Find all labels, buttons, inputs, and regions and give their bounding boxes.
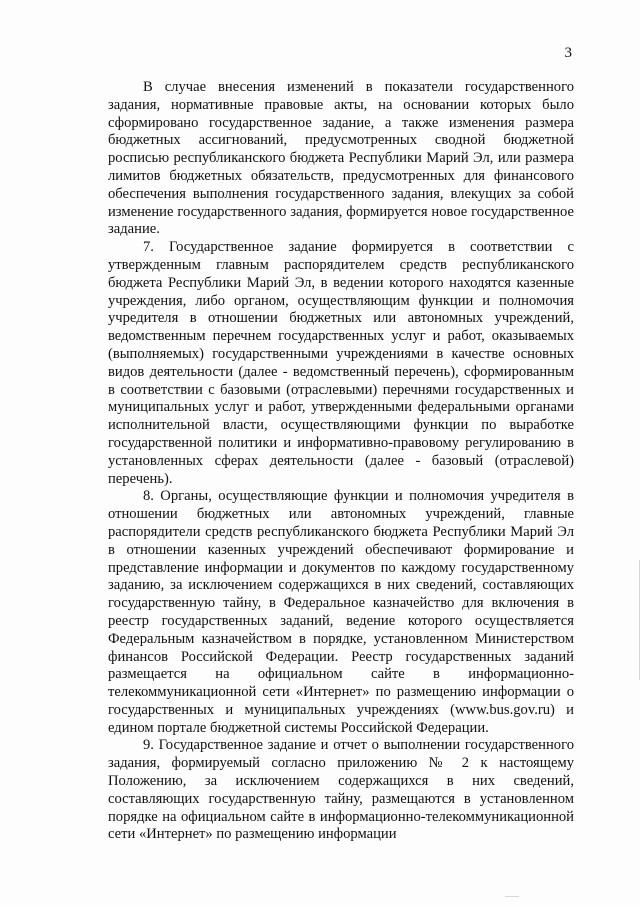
- page-number: 3: [564, 45, 572, 61]
- paragraph-8: 8. Органы, осуществляющие функции и полномочия учредителя в отношении бюджетных или автономных учреждений, главные распорядители средств республиканского бюджета Республики Марий Эл в отношении казенных учреждений обеспечивают формирование и представление информации и документов по каждому государственному заданию, за исключением содержащихся в них сведений, составляющих государственную тайну, в Федеральное казначейство для включения в реестр государственных заданий, ведение которого осуществляется Федеральным казначейством в порядке, установленном Министерством финансов Российской Федерации. Реестр государственных заданий размещается на официальном сайте в информационно-телекоммуникационной сети «Интернет» по размещению информации о государственных и муниципальных учреждениях (www.bus.gov.ru) и едином портале бюджетной системы Российской Федерации.: [108, 488, 574, 736]
- scan-bottom-mark: [505, 896, 519, 897]
- document-body: [108, 79, 574, 844]
- paragraph-9: 9. Государственное задание и отчет о выполнении государственного задания, формируемый согласно приложению № 2 к настоящему Положению, за исключением содержащихся в них сведений, составляющих государственную тайну, размещаются в установленном порядке на официальном сайте в информационно-телекоммуникационной сети «Интернет» по размещению информации: [108, 737, 574, 843]
- paragraph-7: 7. Государственное задание формируется в соответствии с утвержденным главным распорядителем средств республиканского бюджета Республики Марий Эл, в ведении которого находятся казенные учреждения, либо органом, осуществляющим функции и полномочия учредителя в отношении бюджетных или автономных учреждений, ведомственным перечнем государственных услуг и работ, оказываемых (выполняемых) государственными учреждениями в качестве основных видов деятельности (далее - ведомственный перечень), сформированным в соответствии с базовыми (отраслевыми) перечнями государственных и муниципальных услуг и работ, утвержденными федеральными органами исполнительной власти, осуществляющими функции по выработке государственной политики и информативно-правовому регулированию в установленных сферах деятельности (далее - базовый (отраслевой) перечень).: [108, 239, 574, 487]
- paragraph-budget-changes: В случае внесения изменений в показатели государственного задания, нормативные правовые акты, на основании которых было сформировано государственное задание, а также изменения размера бюджетных ассигнований, предусмотренных сводной бюджетной росписью республиканского бюджета Республики Марий Эл, или размера лимитов бюджетных обязательств, предусмотренных для финансового обеспечения выполнения государственного задания, влекущих за собой изменение государственного задания, формируется новое государственное задание.: [108, 79, 574, 238]
